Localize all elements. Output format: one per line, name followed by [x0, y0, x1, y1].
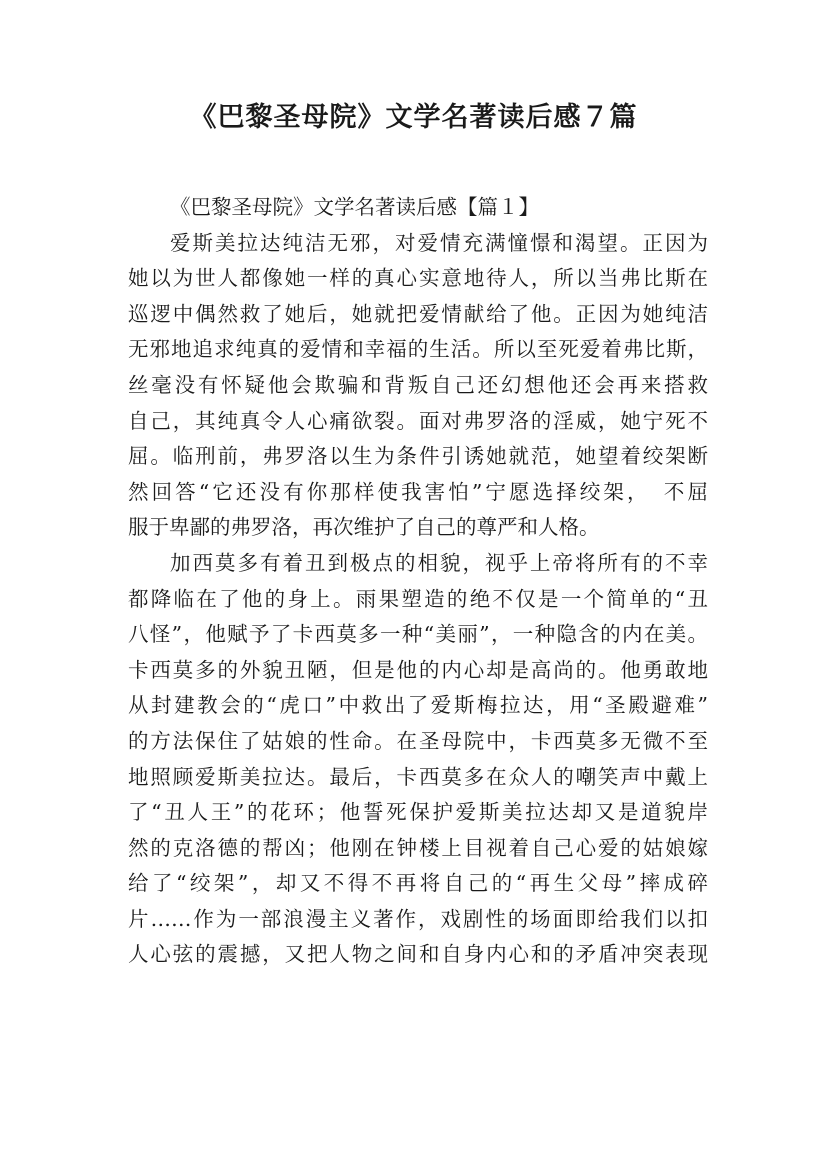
- paragraph-line: 巡逻中偶然救了她后，她就把爱情献给了他。正因为她纯洁: [128, 301, 708, 326]
- paragraph-line: 都降临在了他的身上。雨果塑造的绝不仅是一个简单的“丑: [128, 586, 708, 611]
- paragraph-line: 自己，其纯真令人心痛欲裂。面对弗罗洛的淫威，她宁死不: [128, 408, 708, 433]
- paragraph-1: [128, 226, 708, 546]
- paragraph-line: 卡西莫多的外貌丑陋，但是他的内心却是高尚的。他勇敢地: [128, 657, 708, 682]
- paragraph-line: 人心弦的震撼，又把人物之间和自身内心和的矛盾冲突表现: [128, 942, 708, 967]
- paragraph-2: [128, 546, 708, 973]
- paragraph-line: 她以为世人都像她一样的真心实意地待人，所以当弗比斯在: [128, 266, 708, 291]
- paragraph-line: 爱斯美拉达纯洁无邪，对爱情充满憧憬和渴望。正因为: [170, 230, 708, 255]
- paragraph-line: 服于卑鄙的弗罗洛，再次维护了自己的尊严和人格。: [128, 515, 600, 540]
- paragraph-line: 的方法保住了姑娘的性命。在圣母院中，卡西莫多无微不至: [128, 728, 708, 753]
- document-body: [128, 190, 708, 973]
- paragraph-line: 然的克洛德的帮凶；他刚在钟楼上目视着自己心爱的姑娘嫁: [128, 835, 708, 860]
- paragraph-line: 八怪”，他赋予了卡西莫多一种“美丽”，一种隐含的内在美。: [128, 622, 708, 647]
- section-heading: 《巴黎圣母院》文学名著读后感【篇１】: [170, 195, 539, 219]
- paragraph-line: 然回答“它还没有你那样使我害怕”宁愿选择绞架， 不屈: [128, 479, 708, 504]
- paragraph-line: 屈。临刑前，弗罗洛以生为条件引诱她就范，她望着绞架断: [128, 444, 708, 469]
- paragraph-line: 地照顾爱斯美拉达。最后，卡西莫多在众人的嘲笑声中戴上: [128, 764, 708, 789]
- paragraph-line: 无邪地追求纯真的爱情和幸福的生活。所以至死爱着弗比斯，: [128, 337, 708, 362]
- paragraph-line: 丝毫没有怀疑他会欺骗和背叛自己还幻想他还会再来搭救: [128, 372, 708, 397]
- paragraph-line: 从封建教会的“虎口”中救出了爱斯梅拉达，用“圣殿避难”: [128, 693, 708, 718]
- paragraph-line: 给了“绞架”，却又不得不再将自己的“再生父母”摔成碎: [128, 871, 708, 896]
- paragraph-line: 片……作为一部浪漫主义著作，戏剧性的场面即给我们以扣: [128, 906, 708, 931]
- paragraph-line: 加西莫多有着丑到极点的相貌，视乎上帝将所有的不幸: [170, 550, 708, 575]
- paragraph-line: 了“丑人王”的花环；他誓死保护爱斯美拉达却又是道貌岸: [128, 800, 708, 825]
- document-title: 《巴黎圣母院》文学名著读后感７篇: [189, 102, 638, 133]
